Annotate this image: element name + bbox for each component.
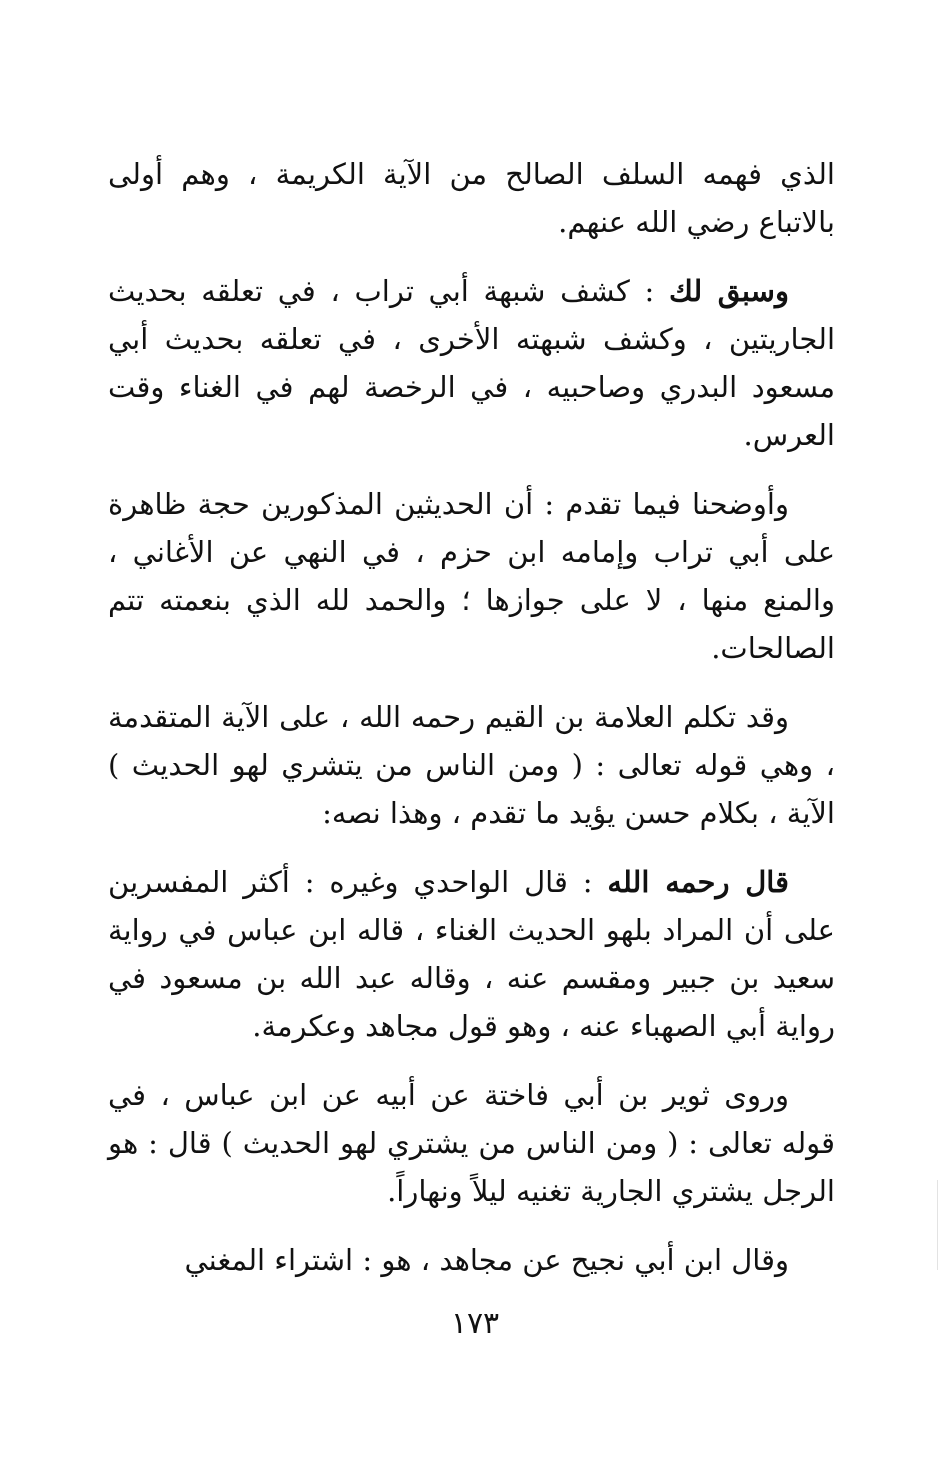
paragraph-text: وقد تكلم العلامة بن القيم رحمه الله ، على الآية المتقدمة ، وهي قوله تعالى : ( ومن الناس من يتشري لهو الحديث ) الآية ، بكلام حسن يؤيد ما تقدم ، وهذا نصه: [108, 700, 835, 830]
scan-edge-mark [937, 1180, 938, 1270]
paragraph-4 [108, 693, 835, 837]
page-body-text [108, 150, 835, 1284]
paragraph-text: الذي فهمه السلف الصالح من الآية الكريمة ، وهم أولى بالاتباع رضي الله عنهم. [108, 157, 835, 239]
paragraph-text: : كشف شبهة أبي تراب ، في تعلقه بحديث الجاريتين ، وكشف شبهته الأخرى ، في تعلقه بحديث أبي مسعود البدري وصاحبيه ، في الرخصة لهم في الغناء وقت العرس. [108, 274, 835, 452]
paragraph-text: وقال ابن أبي نجيح عن مجاهد ، هو : اشتراء المغني [184, 1243, 789, 1277]
paragraph-5 [108, 858, 835, 1050]
paragraph-2 [108, 267, 835, 459]
paragraph-lead: قال رحمه الله [607, 865, 789, 899]
paragraph-text: وأوضحنا فيما تقدم : أن الحديثين المذكورين حجة ظاهرة على أبي تراب وإمامه ابن حزم ، في النهي عن الأغاني ، والمنع منها ، لا على جوازها ؛ والحمد لله الذي بنعمته تتم الصالحات. [108, 487, 835, 665]
paragraph-text: : قال الواحدي وغيره : أكثر المفسرين على أن المراد بلهو الحديث الغناء ، قاله ابن عباس في رواية سعيد بن جبير ومقسم عنه ، وقاله عبد الله بن مسعود في رواية أبي الصهباء عنه ، وهو قول مجاهد وعكرمة. [108, 865, 835, 1043]
paragraph-1 [108, 150, 835, 246]
page-number: ١٧٣ [450, 1306, 500, 1341]
paragraph-7 [108, 1236, 835, 1284]
paragraph-text: وروى ثوير بن أبي فاختة عن أبيه عن ابن عباس ، في قوله تعالى : ( ومن الناس من يشتري لهو الحديث ) قال : هو الرجل يشتري الجارية تغنيه ليلاً ونهاراً. [108, 1078, 835, 1208]
paragraph-lead: وسبق لك [668, 274, 789, 308]
paragraph-3 [108, 480, 835, 672]
paragraph-6 [108, 1071, 835, 1215]
